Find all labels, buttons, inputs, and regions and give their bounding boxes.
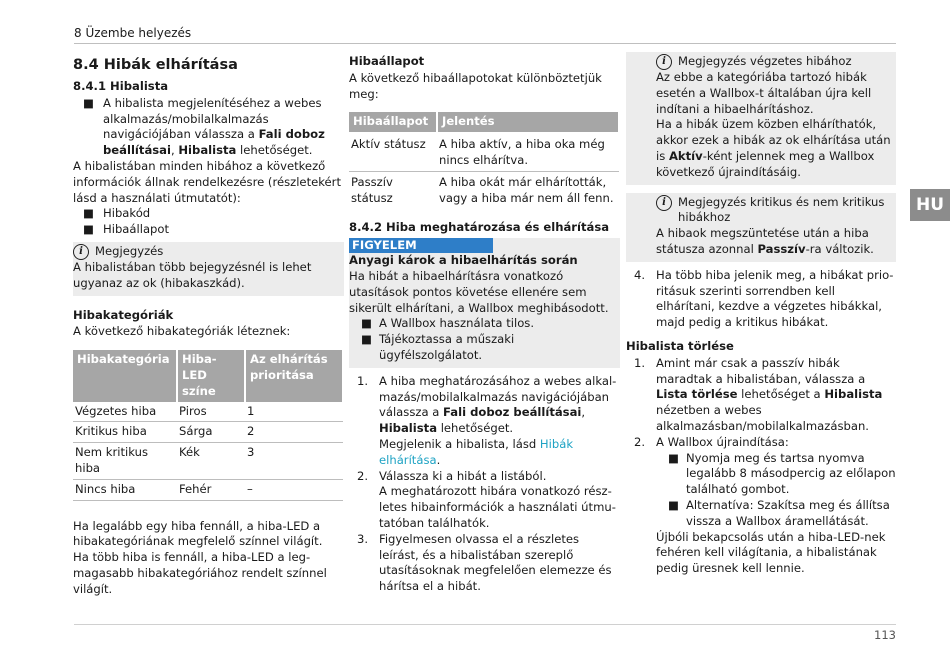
table-row: Kritikus hiba Sárga 2 (73, 422, 343, 443)
warning-text: Ha hibát a hibaelhárításra vonatkozó utasítások pontos követése ellenére sem sikerült elhárítani, a Wallbox meghibásodott. (349, 268, 609, 315)
warning-box (349, 238, 620, 368)
list-item-text: Hibakód (103, 206, 151, 221)
table-row: Nem kritikus hiba Kék 3 (73, 443, 343, 480)
step-number: 2. (634, 434, 646, 449)
table-header: Az elhárítás prioritása (245, 350, 343, 401)
note-text: Ha a hibák üzem közben elháríthatók, akkor ezek a hibák az ok elhárítása után is Aktív-ként jelennek meg a Wallbox következő újraindításáig. (656, 117, 891, 179)
list-item-text: A Wallbox használata tilos. (379, 316, 535, 331)
list-item (73, 206, 344, 222)
column-left (73, 52, 344, 598)
step-item (349, 469, 620, 532)
bullet-icon: ■ (361, 316, 372, 331)
table-row: Aktív státusz A hiba aktív, a hiba oka még nincs elhárítva. (349, 132, 619, 171)
list-item-text: Tájékoztassa a műszaki ügyfélszolgálatot. (379, 332, 515, 362)
note-text: A hibalistában több bejegyzésnél is lehet ugyanaz az ok (hibakaszkád). (73, 259, 312, 290)
bullet-icon: ■ (83, 222, 94, 237)
warning-title: Anyagi károk a hibaelhárítás során (349, 253, 578, 268)
step-item (349, 532, 620, 595)
header-rule (74, 43, 896, 44)
step-text: Amint már csak a passzív hibák maradtak a hibalistában, válassza a Lista törlése lehetőséget a Hibalista nézetben a webes alkalmazásban/mobilalkalmazásban. (656, 355, 883, 433)
step-item (349, 374, 620, 469)
step-item (626, 356, 896, 435)
note-title: Megjegyzés (95, 244, 164, 259)
paragraph: Ha legalább egy hiba fennáll, a hiba-LED a hibakategóriának megfelelő színnel világít. (73, 518, 323, 549)
warning-label: FIGYELEM (349, 238, 493, 253)
step-text: A hiba meghatározásához a webes alkalmazás/mobilalkalmazás navigációjában válassza a Fali doboz beállításai, Hibalista lehetőséget. (379, 373, 617, 436)
column-right (626, 52, 896, 577)
paragraph: A következő hibakategóriák léteznek: (73, 324, 291, 339)
heading-hibakategoriak: Hibakategóriák (73, 307, 174, 322)
note-text: Az ebbe a kategóriába tartozó hibák esetén a Wallbox-t általában újra kell indítani a hibaelhárításhoz. (656, 70, 872, 116)
table-header: Jelentés (437, 112, 619, 132)
note-box-fatal (626, 52, 896, 185)
table-row: Végzetes hiba Piros 1 (73, 402, 343, 422)
step-number: 2. (357, 468, 369, 483)
section-title: 8.4 Hibák elhárítása (73, 57, 238, 73)
language-tab: HU (910, 189, 950, 221)
list-item (349, 332, 620, 364)
note-text: A hibaok megszüntetése után a hiba státusza azonnal Passzív-ra változik. (656, 226, 874, 256)
heading-hibaallapot: Hibaállapot (349, 54, 425, 68)
step-result: Megjelenik a hibalista, lásd Hibák elhárítása. (379, 436, 574, 467)
list-item (73, 222, 344, 238)
list-item-text: Hibaállapot (103, 222, 170, 237)
subsection-title-hiba-meghatarozasa: 8.4.2 Hiba meghatározása és elhárítása (349, 220, 610, 235)
step-result: A meghatározott hibára vonatkozó részletes hibainformációk a használati útmutatóban találhatók. (379, 484, 616, 530)
list-item-text: Alternatíva: Szakítsa meg és állítsa vissza a Wallbox áramellátását. (686, 497, 890, 528)
step-text: Válassza ki a hibát a listából. (379, 468, 547, 483)
step-number: 1. (634, 355, 646, 370)
list-item-text: A hibalista megjelenítéséhez a webes alkalmazás/mobilalkalmazás navigációjában válassza a Fali doboz beállításai, Hibalista lehetőséget. (103, 95, 325, 158)
category-table (73, 350, 344, 500)
step-item (626, 435, 896, 577)
footer-rule (74, 624, 896, 625)
table-header: Hibakategória (73, 350, 177, 401)
bullet-icon: ■ (361, 332, 372, 347)
step-text: Figyelmesen olvassa el a részletes leírást, és a hibalistában szereplő utasításoknak megfelelően elemezze és hárítsa el a hibát. (379, 531, 612, 594)
page-number: 113 (874, 628, 896, 642)
bullet-icon: ■ (83, 95, 94, 110)
list-item (73, 96, 344, 159)
note-box-critical (626, 193, 896, 262)
step-item (626, 268, 896, 331)
table-header: Hiba-LED színe (177, 350, 245, 401)
step-number: 4. (634, 267, 646, 282)
running-header: 8 Üzembe helyezés (74, 26, 192, 40)
list-item (349, 316, 620, 332)
heading-hibalista-torlese: Hibalista törlése (626, 338, 734, 353)
step-number: 1. (357, 373, 369, 388)
paragraph: A hibalistában minden hibához a következő információk állnak rendelkezésre (részletekért lásd a használati útmutatót): (73, 158, 341, 205)
step-text: Ha több hiba jelenik meg, a hibákat prioritásuk szerinti sorrendben kell elhárítani, kezdve a végzetes hibákkal, majd pedig a kritikus hibákat. (656, 267, 894, 330)
bullet-icon: ■ (668, 497, 679, 512)
cross-reference-link[interactable]: Hibák elhárítása (379, 436, 574, 467)
table-row: Passzív státusz A hiba okát már elhárították, vagy a hiba már nem áll fenn. (351, 174, 614, 205)
step-number: 3. (357, 531, 369, 546)
table-header: Hibaállapot (349, 112, 437, 132)
note-title: Megjegyzés végzetes hibához (678, 54, 852, 69)
step-text: A Wallbox újraindítása: (656, 434, 789, 449)
list-item-text: Nyomja meg és tartsa nyomva legalább 8 másodpercig az előlapon található gombot. (686, 450, 896, 497)
paragraph: Ha több hiba is fennáll, a hiba-LED a legmagasabb hibakategóriához rendelt színnel világít. (73, 550, 327, 596)
state-table (349, 112, 620, 208)
bullet-icon: ■ (83, 206, 94, 221)
table-row: Nincs hiba Fehér – (73, 479, 343, 500)
info-icon: i (73, 244, 89, 260)
note-title: Megjegyzés kritikus és nem kritikus hibákhoz (678, 194, 885, 225)
list-item (656, 498, 896, 530)
info-icon: i (656, 195, 672, 211)
subsection-title-hibalista: 8.4.1 Hibalista (73, 79, 169, 93)
info-icon: i (656, 54, 672, 70)
column-middle (349, 52, 620, 595)
bullet-icon: ■ (668, 450, 679, 465)
step-result: Újbóli bekapcsolás után a hiba-LED-nek fehéren kell világítania, a hibalistának pedig üresnek kell lennie. (656, 529, 886, 576)
list-item (656, 451, 896, 498)
note-box (73, 242, 344, 296)
paragraph: A következő hibaállapotokat különböztetjük meg: (349, 70, 602, 101)
